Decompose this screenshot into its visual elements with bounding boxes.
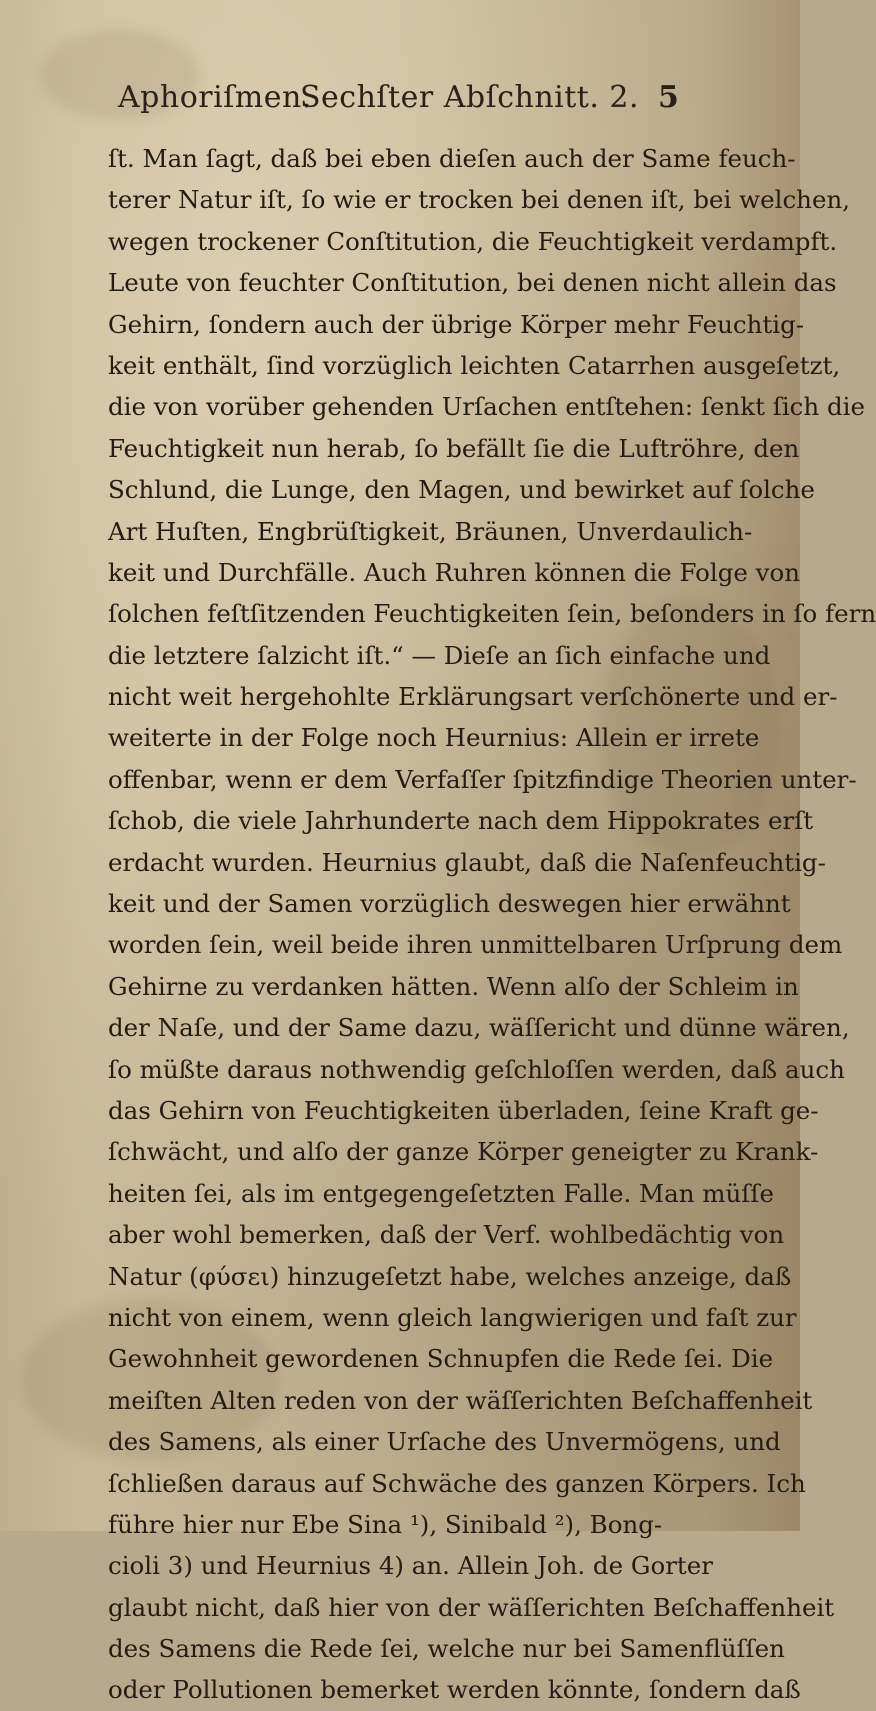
text-line: cioli 3) und Heurnius 4) an. Allein Joh. de Gorter — [108, 1551, 713, 1581]
text-line: glaubt nicht, daß hier von der wäſſerichten Beſchaffenheit — [108, 1592, 835, 1622]
text-line: die von vorüber gehenden Urſachen entſtehen: ſenkt ſich die — [108, 392, 865, 422]
text-line: terer Natur iſt, ſo wie er trocken bei denen iſt, bei welchen, — [108, 185, 851, 215]
text-line: ſchob, die viele Jahrhunderte nach dem Hippokrates erſt — [108, 806, 814, 836]
text-line: der Naſe, und der Same dazu, wäſſericht und dünne wären, — [108, 1013, 850, 1043]
text-line: meiſten Alten reden von der wäſſerichten Beſchaffenheit — [108, 1385, 813, 1415]
text-line: die letztere ſalzicht iſt.“ — Dieſe an ſich einfache und — [108, 640, 771, 670]
text-line: ſchließen daraus auf Schwäche des ganzen Körpers. Ich — [108, 1468, 806, 1498]
text-line: offenbar, wenn er dem Verfaſſer ſpitzfindige Theorien unter- — [108, 764, 857, 794]
header-section-title: Aphoriſmen. — [118, 80, 312, 115]
text-line: Leute von feuchter Conſtitution, bei denen nicht allein das — [108, 268, 837, 298]
text-line: ſchwächt, und alſo der ganze Körper geneigter zu Krank- — [108, 1137, 819, 1167]
text-line: keit enthält, ſind vorzüglich leichten Catarrhen ausgeſetzt, — [108, 350, 841, 380]
text-line: keit und der Samen vorzüglich deswegen hier erwähnt — [108, 889, 791, 919]
text-line: Schlund, die Lunge, den Magen, und bewirket auf ſolche — [108, 475, 815, 505]
text-line: keit und Durchfälle. Auch Ruhren können die Folge von — [108, 557, 801, 587]
text-line: nicht von einem, wenn gleich langwierigen und faſt zur — [108, 1302, 797, 1332]
header-chapter-title: Sechſter Abſchnitt. 2. — [300, 80, 640, 115]
running-header — [118, 80, 678, 124]
text-line: heiten ſei, als im entgegengeſetzten Falle. Man müſſe — [108, 1178, 774, 1208]
text-line: Feuchtigkeit nun herab, ſo befällt ſie die Luftröhre, den — [108, 433, 800, 463]
text-line: ſo müßte daraus nothwendig geſchloſſen werden, daß auch — [108, 1054, 845, 1084]
text-line: weiterte in der Folge noch Heurnius: Allein er irrete — [108, 723, 760, 753]
text-line: ſolchen feſtſitzenden Feuchtigkeiten ſein, beſonders in ſo fern — [108, 599, 876, 629]
text-line: nicht weit hergehohlte Erklärungsart verſchönerte und er- — [108, 682, 838, 712]
text-line: Gewohnheit gewordenen Schnupfen die Rede ſei. Die — [108, 1344, 774, 1374]
text-line: wegen trockener Conſtitution, die Feuchtigkeit verdampft. — [108, 226, 838, 256]
body-text — [108, 138, 876, 1711]
text-line: Natur (φύσει) hinzugeſetzt habe, welches anzeige, daß — [108, 1261, 792, 1291]
text-line: des Samens die Rede ſei, welche nur bei Samenflüſſen — [108, 1634, 785, 1664]
text-line: Gehirne zu verdanken hätten. Wenn alſo der Schleim in — [108, 971, 799, 1001]
text-line: aber wohl bemerken, daß der Verf. wohlbedächtig von — [108, 1220, 785, 1250]
text-line: oder Pollutionen bemerket werden könnte, ſondern daß — [108, 1675, 801, 1705]
text-line: ſt. Man ſagt, daß bei eben dieſen auch der Same feuch- — [108, 144, 796, 173]
text-line: das Gehirn von Feuchtigkeiten überladen, ſeine Kraft ge- — [108, 1095, 819, 1125]
text-line: erdacht wurden. Heurnius glaubt, daß die Naſenfeuchtig- — [108, 847, 826, 877]
text-line: führe hier nur Ebe Sina ¹), Sinibald ²), Bong- — [108, 1509, 663, 1539]
page-number: 5 — [658, 80, 680, 115]
text-line: Gehirn, ſondern auch der übrige Körper mehr Feuchtig- — [108, 309, 805, 339]
text-line: Art Huſten, Engbrüſtigkeit, Bräunen, Unverdaulich- — [108, 516, 753, 546]
text-line: worden ſein, weil beide ihren unmittelbaren Urſprung dem — [108, 930, 843, 960]
text-line: des Samens, als einer Urſache des Unvermögens, und — [108, 1427, 781, 1457]
